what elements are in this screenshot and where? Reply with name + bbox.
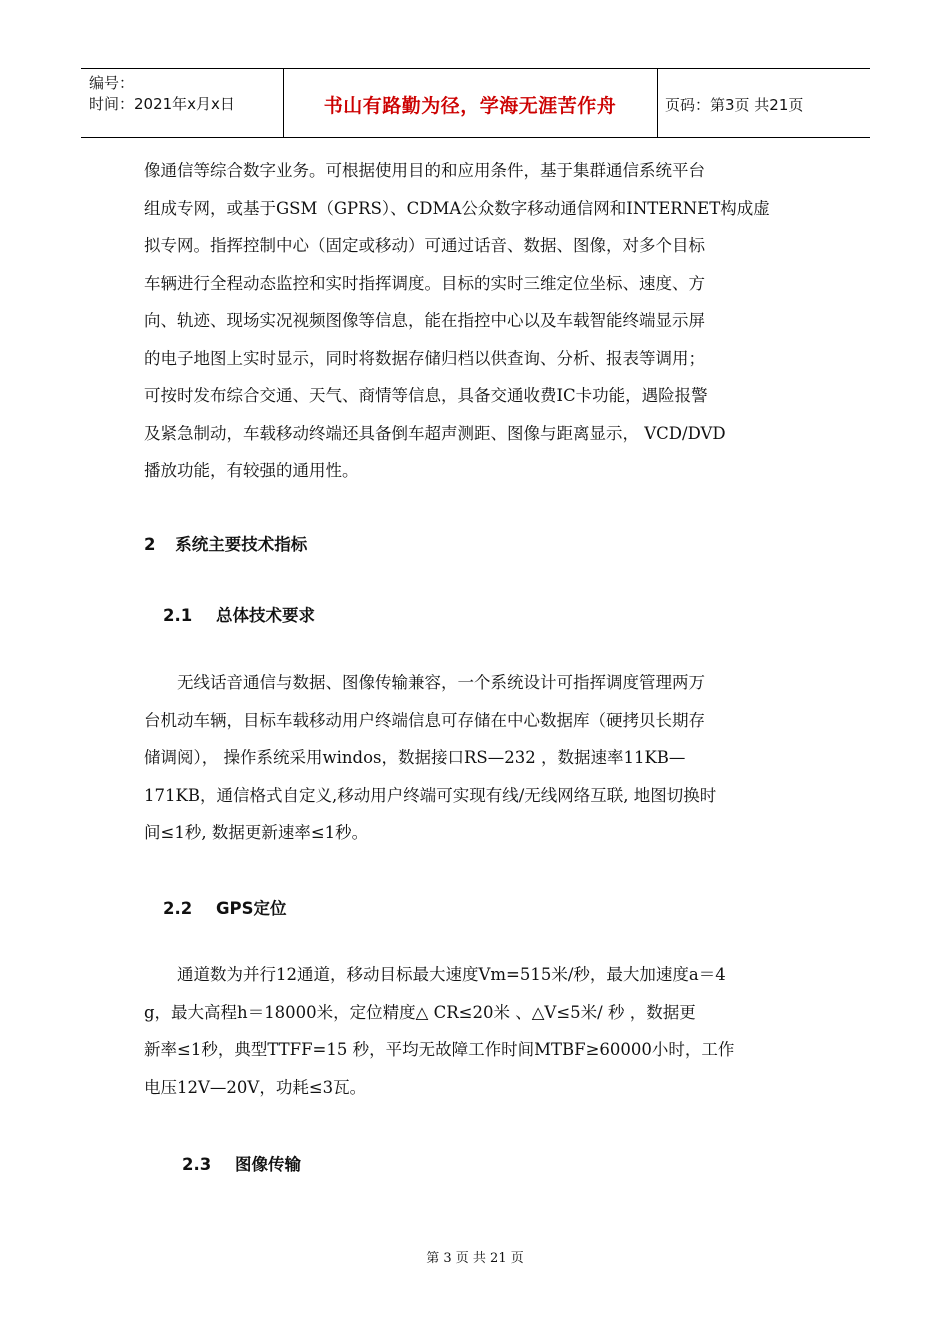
section-2-2-paragraph: [144, 956, 808, 1106]
page-header: [81, 68, 870, 138]
paragraph-line: 间≤1秒, 数据更新速率≤1秒。: [144, 823, 369, 842]
section-title: 图像传输: [234, 1155, 301, 1174]
paragraph-line: 拟专网。指挥控制中心（固定或移动）可通过话音、数据、图像，对多个目标: [144, 236, 705, 255]
page-footer: 第 3 页 共 21 页: [426, 1251, 524, 1266]
header-number-label: 编号：: [89, 74, 135, 92]
section-2-1-heading: [163, 602, 315, 626]
section-title: 系统主要技术指标: [175, 535, 308, 554]
section-number: 2: [144, 535, 156, 554]
paragraph-line: 通道数为并行12通道，移动目标最大速度Vm=515米/秒，最大加速度a＝4: [144, 965, 726, 984]
section-2-3-heading: [182, 1151, 301, 1175]
paragraph-line: 储调阅）， 操作系统采用windos，数据接口RS—232 ，数据速率11KB—: [144, 748, 686, 767]
paragraph-line: 的电子地图上实时显示，同时将数据存储归档以供查询、分析、报表等调用；: [144, 348, 705, 368]
paragraph-line: 及紧急制动，车载移动终端还具备倒车超声测距、图像与距离显示， VCD/DVD: [144, 423, 726, 443]
paragraph-line: 无线话音通信与数据、图像传输兼容，一个系统设计可指挥调度管理两万: [144, 673, 705, 692]
header-date-label: 时间：2021年x月x日: [89, 95, 235, 113]
section-2-1-paragraph: [144, 664, 808, 852]
paragraph-line: 台机动车辆，目标车载移动用户终端信息可存储在中心数据库（硬拷贝长期存: [144, 710, 705, 730]
paragraph-line: 车辆进行全程动态监控和实时指挥调度。目标的实时三维定位坐标、速度、方: [144, 273, 705, 293]
paragraph-line: 新率≤1秒，典型TTFF=15 秒，平均无故障工作时间MTBF≥60000小时，工作: [144, 1040, 735, 1059]
section-title: 总体技术要求: [215, 606, 315, 625]
header-page-label: 页码：第3页 共21页: [665, 96, 804, 114]
paragraph-line: g，最大高程h＝18000米，定位精度△ CR≤20米 、△V≤5米/ 秒 ，数据更: [144, 1002, 696, 1022]
paragraph-line: 可按时发布综合交通、天气、商情等信息，具备交通收费IC卡功能，遇险报警: [144, 386, 708, 405]
section-2-2-heading: [163, 895, 287, 919]
header-meta: [89, 73, 235, 115]
section-2-heading: [144, 531, 307, 555]
paragraph-line: 171KB，通信格式自定义,移动用户终端可实现有线/无线网络互联, 地图切换时: [144, 785, 717, 805]
paragraph-line: 播放功能，有较强的通用性。: [144, 461, 359, 480]
section-number: 2.1: [163, 606, 193, 625]
paragraph-line: 电压12V—20V，功耗≤3瓦。: [144, 1077, 367, 1097]
paragraph-line: 组成专网，或基于GSM（GPRS）、CDMA公众数字移动通信网和INTERNET构成虚: [144, 198, 770, 218]
section-number: 2.3: [182, 1155, 212, 1174]
section-number: 2.2: [163, 899, 193, 918]
section-title: GPS定位: [215, 899, 287, 918]
header-divider-right: [657, 69, 658, 137]
paragraph-line: 向、轨迹、现场实况视频图像等信息，能在指控中心以及车载智能终端显示屏: [144, 311, 705, 330]
header-motto: 书山有路勤为径，学海无涯苦作舟: [323, 95, 617, 117]
paragraph-line: 像通信等综合数字业务。可根据使用目的和应用条件，基于集群通信系统平台: [144, 161, 705, 180]
intro-paragraph: [144, 152, 808, 490]
